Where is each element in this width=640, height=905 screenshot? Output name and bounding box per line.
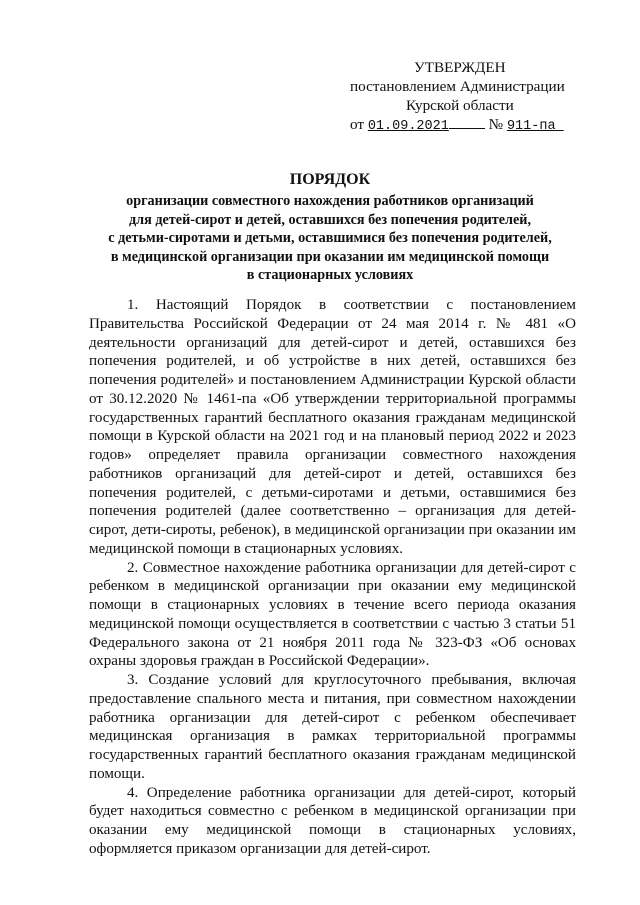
approval-block — [350, 58, 590, 136]
date-underline — [449, 116, 485, 129]
approval-heading: УТВЕРЖДЕН — [414, 59, 506, 76]
title-line: в медицинской организации при оказании им медицинской помощи — [110, 248, 550, 265]
paragraph-3: 3. Создание условий для круглосуточного пребывания, включая предоставление спального места и питания, при совместном нахождении работника организации для детей-сирот с ребенком обеспечивает медицинская организация в рамках территориальной программы государственных гарантий бесплатного оказания гражданам медицинской помощи. — [89, 672, 576, 782]
document-body — [89, 296, 576, 859]
title-main: ПОРЯДОК — [289, 171, 371, 188]
title-line: в стационарных условиях — [246, 267, 414, 284]
approval-region: Курской области — [406, 97, 514, 114]
title-line: с детьми-сиротами и детьми, оставшимися без попечения родителей, — [108, 230, 552, 247]
approval-date: 01.09.2021 — [367, 119, 449, 134]
paragraph-2: 2. Совместное нахождение работника организации для детей-сирот с ребенком в медицинской организации при оказании ему медицинской помощи в стационарных условиях в течение всего периода оказания медицинской помощи осуществляется в соответствии с частью 3 статьи 51 Федерального закона от 21 ноября 2011 года № 323-ФЗ «Об основах охраны здоровья граждан в Российской Федерации». — [89, 559, 576, 670]
paragraph-4: 4. Определение работника организации для детей-сирот, который будет находиться совместно с ребенком в медицинской организации при оказании ему медицинской помощи в стационарных условиях, оформляется приказом организации для детей-сирот. — [89, 784, 576, 857]
title-line: для детей-сирот и детей, оставшихся без попечения родителей, — [128, 211, 532, 228]
title-line: организации совместного нахождения работников организаций — [126, 193, 534, 209]
document-title — [80, 170, 580, 285]
paragraph-1: 1. Настоящий Порядок в соответствии с постановлением Правительства Российской Федерации от 24 мая 2014 г. № 481 «О деятельности организаций для детей-сирот и детей, оставшихся без попечения родителей, и об устройстве в них детей, оставшихся без попечения родителей» и постановлением Администрации Курской области от 30.12.2020 № 1461-па «Об утверждении территориальной программы государственных гарантий бесплатного оказания гражданам медицинской помощи в Курской области на 2021 год и на плановый период 2022 и 2023 годов» определяет правила организации совместного нахождения работников организаций для детей-сирот и детей, оставшихся без попечения родителей, с детьми-сиротами и детьми, оставшимися без попечения родителей (далее соответственно – организация для детей-сирот, дети-сироты, ребенок), в медицинской организации при оказании им медицинской помощи в стационарных условиях. — [89, 297, 576, 557]
number-prefix: № — [488, 116, 504, 133]
approval-number: 911-па — [506, 119, 556, 134]
approval-issuer: постановлением Администрации — [350, 78, 565, 95]
approval-date-line — [350, 115, 590, 136]
date-prefix: от — [350, 116, 365, 133]
